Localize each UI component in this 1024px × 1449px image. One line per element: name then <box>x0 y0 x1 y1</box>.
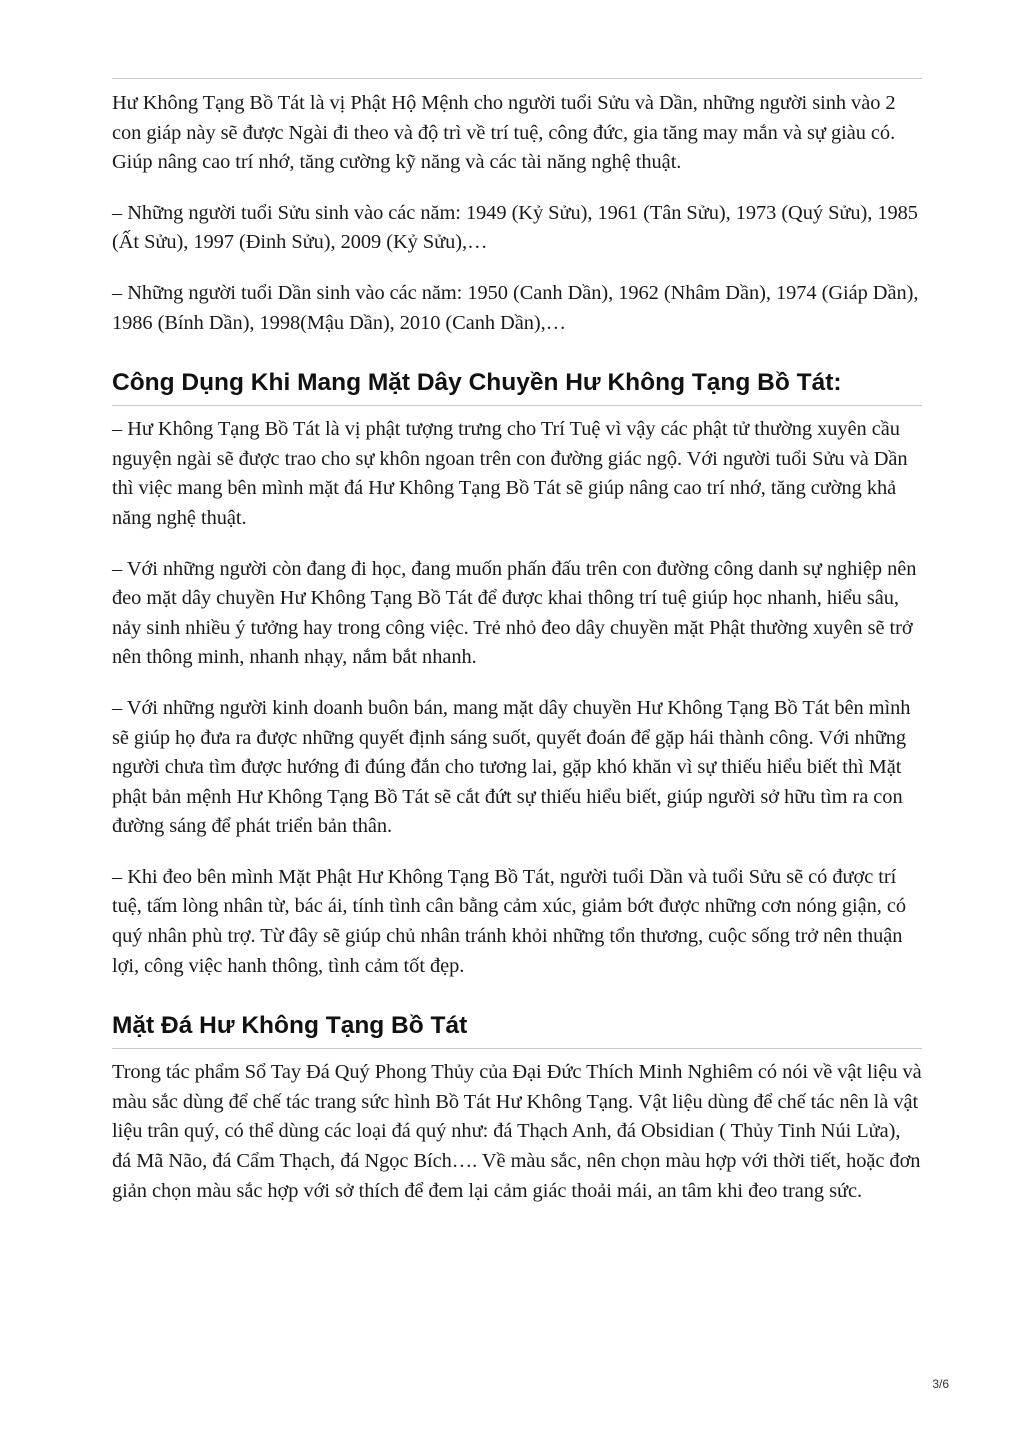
section-benefits <box>112 368 922 981</box>
page-number: 3/6 <box>932 1377 949 1391</box>
intro-paragraph: – Những người tuổi Sửu sinh vào các năm: 1949 (Kỷ Sửu), 1961 (Tân Sửu), 1973 (Quý Sửu), 1985 (Ất Sửu), 1997 (Đinh Sửu), 2009 (Kỷ Sửu),… <box>112 201 918 254</box>
document-body <box>112 78 922 1206</box>
heading-divider <box>112 1048 922 1049</box>
intro-section <box>112 89 922 338</box>
heading-divider <box>112 405 922 406</box>
body-paragraph: – Hư Không Tạng Bồ Tát là vị phật tượng trưng cho Trí Tuệ vì vậy các phật tử thường xuyên cầu nguyện ngài sẽ được trao cho sự khôn ngoan trên con đường giác ngộ. Với người tuổi Sửu và Dần thì việc mang bên mình mặt đá Hư Không Tạng Bồ Tát sẽ giúp nâng cao trí nhớ, tăng cường khả năng nghệ thuật. <box>112 418 908 529</box>
body-paragraph: – Khi đeo bên mình Mặt Phật Hư Không Tạng Bồ Tát, người tuổi Dần và tuổi Sửu sẽ có được trí tuệ, tấm lòng nhân từ, bác ái, tính tình cân bằng cảm xúc, giảm bớt được những cơn nóng giận, có quý nhân phù trợ. Từ đây sẽ giúp chủ nhân tránh khỏi những tổn thương, cuộc sống trở nên thuận lợi, công việc hanh thông, tình cảm tốt đẹp. <box>112 865 907 977</box>
intro-paragraph: – Những người tuổi Dần sinh vào các năm: 1950 (Canh Dần), 1962 (Nhâm Dần), 1974 (Giáp Dần), 1986 (Bính Dần), 1998(Mậu Dần), 2010 (Canh Dần),… <box>112 281 919 334</box>
body-paragraph: – Với những người còn đang đi học, đang muốn phấn đấu trên con đường công danh sự nghiệp nên đeo mặt dây chuyền Hư Không Tạng Bồ Tát để được khai thông trí tuệ giúp học nhanh, hiểu sâu, nảy sinh nhiều ý tưởng hay trong công việc. Trẻ nhỏ đeo dây chuyền mặt Phật thường xuyên sẽ trở nên thông minh, nhanh nhạy, nắm bắt nhanh. <box>112 557 917 669</box>
body-paragraph: Trong tác phẩm Sổ Tay Đá Quý Phong Thủy của Đại Đức Thích Minh Nghiêm có nói về vật liệu và màu sắc dùng để chế tác trang sức hình Bồ Tát Hư Không Tạng. Vật liệu dùng để chế tác nên là vật liệu trân quý, có thể dùng các loại đá quý như: đá Thạch Anh, đá Obsidian ( Thủy Tinh Núi Lửa), đá Mã Não, đá Cẩm Thạch, đá Ngọc Bích…. Về màu sắc, nên chọn màu hợp với thời tiết, hoặc đơn giản chọn màu sắc hợp với sở thích để đem lại cảm giác thoải mái, an tâm khi đeo trang sức. <box>112 1061 922 1202</box>
body-paragraph: – Với những người kinh doanh buôn bán, mang mặt dây chuyền Hư Không Tạng Bồ Tát bên mình sẽ giúp họ đưa ra được những quyết định sáng suốt, quyết đoán để gặp hái thành công. Với những người chưa tìm được hướng đi đúng đắn cho tương lai, gặp khó khăn vì sự thiếu hiểu biết thì Mặt phật bản mệnh Hư Không Tạng Bồ Tát sẽ cắt đứt sự thiếu hiểu biết, giúp người sở hữu tìm ra con đường sáng để phát triển bản thân. <box>112 696 911 838</box>
intro-paragraph: Hư Không Tạng Bồ Tát là vị Phật Hộ Mệnh cho người tuổi Sửu và Dần, những người sinh vào 2 con giáp này sẽ được Ngài đi theo và độ trì về trí tuệ, công đức, gia tăng may mắn và sự giàu có. Giúp nâng cao trí nhớ, tăng cường kỹ năng và các tài năng nghệ thuật. <box>112 92 896 174</box>
section-stone <box>112 1011 922 1206</box>
top-divider <box>112 78 922 79</box>
section-heading: Công Dụng Khi Mang Mặt Dây Chuyền Hư Không Tạng Bồ Tát: <box>112 369 842 397</box>
section-heading: Mặt Đá Hư Không Tạng Bồ Tát <box>112 1012 468 1040</box>
